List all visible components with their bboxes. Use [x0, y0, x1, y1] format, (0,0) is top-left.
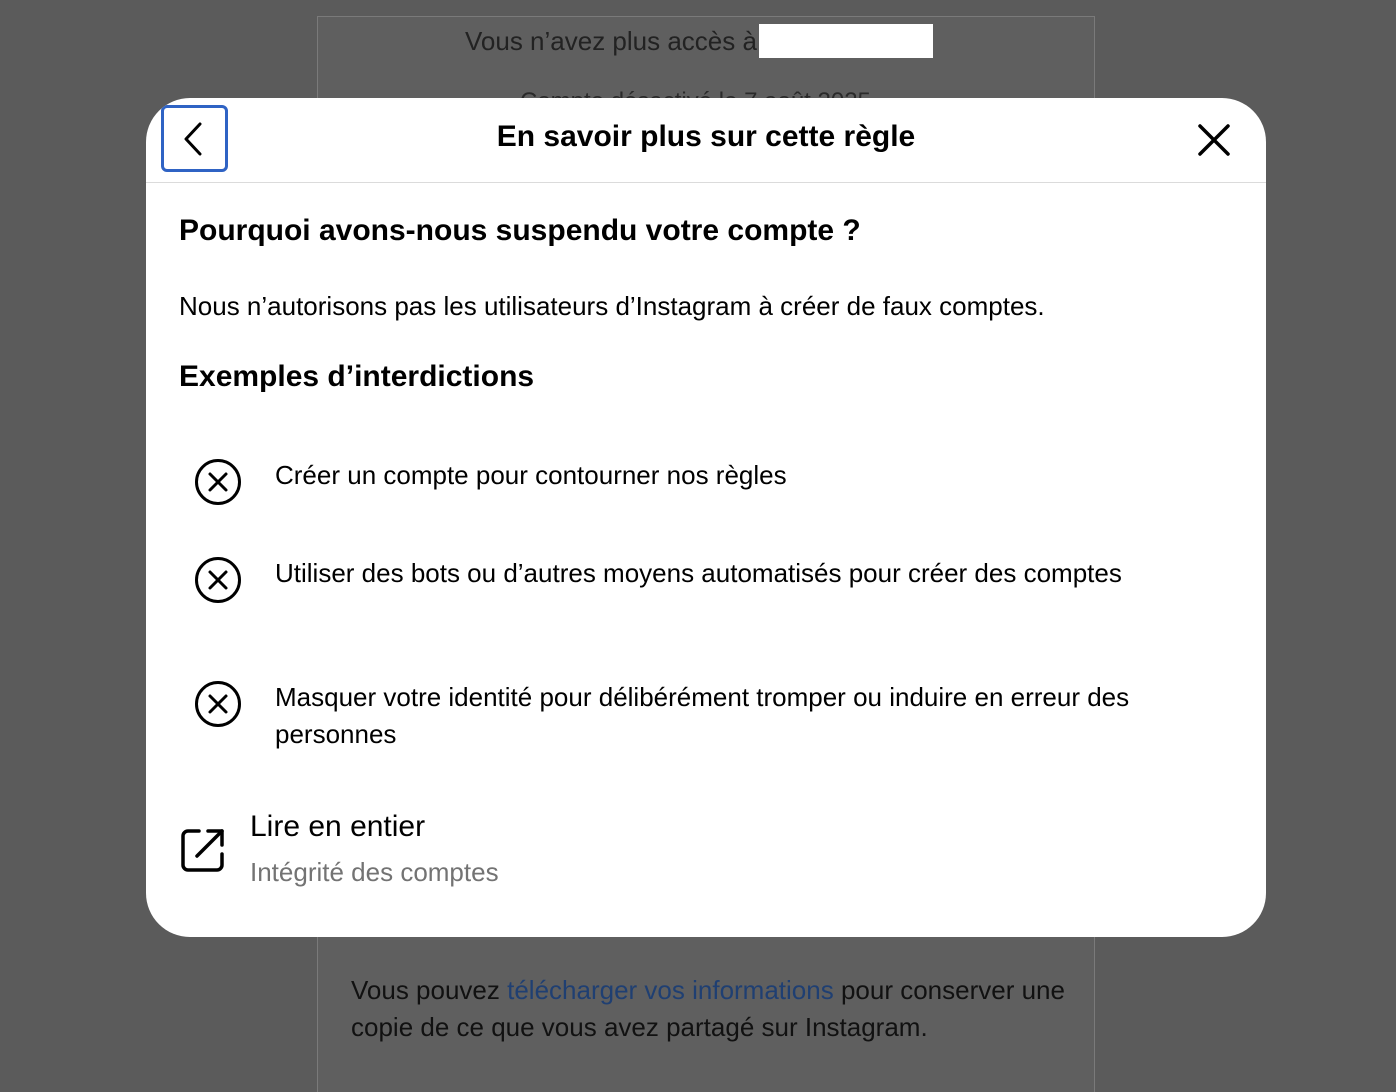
external-link-icon — [179, 826, 227, 874]
modal-header — [146, 98, 1266, 183]
close-button[interactable] — [1194, 120, 1234, 160]
redacted-username — [759, 24, 933, 58]
read-full-policy-link[interactable] — [179, 810, 779, 890]
rule-intro-text: Nous n’autorisons pas les utilisateurs d’Instagram à créer de faux comptes. — [179, 291, 1045, 321]
circle-x-icon — [193, 679, 243, 729]
download-information-link[interactable]: télécharger vos informations — [507, 975, 834, 1005]
modal-title: En savoir plus sur cette règle — [496, 120, 916, 153]
close-icon — [1197, 123, 1231, 157]
read-more-subtitle: Intégrité des comptes — [250, 857, 499, 887]
background-download-info — [351, 972, 1071, 1045]
read-more-title: Lire en entier — [250, 810, 426, 843]
why-suspended-heading: Pourquoi avons-nous suspendu votre compte ? — [179, 214, 861, 247]
prohibited-example-text: Créer un compte pour contourner nos règles — [275, 460, 787, 490]
prohibited-example-text: Utiliser des bots ou d’autres moyens automatisés pour créer des comptes — [275, 558, 1122, 588]
circle-x-icon — [193, 555, 243, 605]
circle-x-icon — [193, 457, 243, 507]
prohibited-example-text: Masquer votre identité pour délibérément tromper ou induire en erreur des personnes — [275, 682, 1130, 749]
background-access-text: Vous n’avez plus accès à — [465, 25, 757, 56]
examples-heading: Exemples d’interdictions — [179, 360, 535, 393]
background-access-line — [465, 24, 933, 58]
background-download-suffix: pour conserver une copie de ce que vous avez partagé sur Instagram. — [351, 975, 1065, 1042]
rule-info-modal — [146, 98, 1266, 937]
background-download-prefix: Vous pouvez — [351, 975, 508, 1005]
